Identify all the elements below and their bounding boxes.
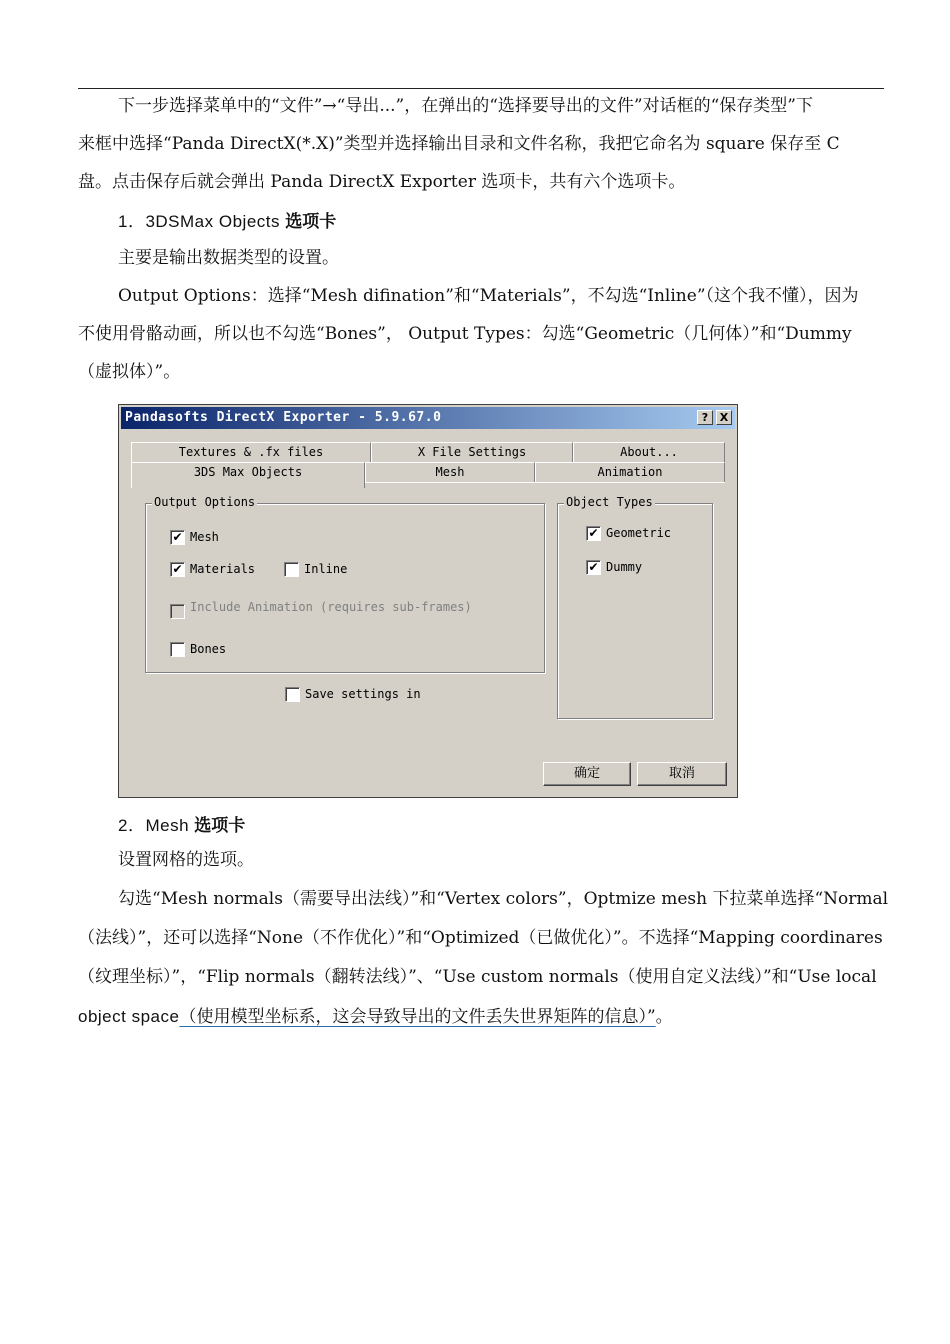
- tab-about[interactable]: About...: [573, 442, 725, 462]
- tab-mesh[interactable]: Mesh: [365, 462, 535, 482]
- materials-label: Materials: [190, 562, 256, 576]
- heading-bold: 选项卡: [285, 212, 337, 232]
- inline-label: Inline: [304, 562, 348, 576]
- text-line: 下一步选择菜单中的“文件”→“导出...”，在弹出的“选择要导出的文件”对话框的“保存类型”下: [118, 96, 813, 116]
- section-desc-mesh: 设置网格的选项。: [118, 850, 254, 870]
- help-button[interactable]: ?: [697, 410, 713, 425]
- dialog-titlebar: [121, 407, 735, 429]
- save-settings-label: Save settings in: [305, 687, 421, 701]
- object-types-group: [557, 495, 713, 719]
- text-line: 来框中选择“Panda DirectX(*.X)”类型并选择输出目录和文件名称，我把它命名为 square 保存至 C: [78, 134, 840, 154]
- text-line: 盘。点击保存后就会弹出 Panda DirectX Exporter 选项卡，共有六个选项卡。: [78, 172, 686, 192]
- dummy-label: Dummy: [606, 560, 643, 574]
- exporter-dialog: [118, 404, 738, 798]
- section-desc-3dsmax: 主要是输出数据类型的设置。: [118, 248, 339, 268]
- paragraph-output-options: [78, 277, 884, 391]
- tab-textures-fx[interactable]: Textures & .fx files: [131, 442, 371, 462]
- include-animation-label: Include Animation (requires sub-frames): [190, 600, 472, 614]
- heading-bold: 选项卡: [194, 816, 246, 836]
- mesh-label: Mesh: [190, 530, 219, 544]
- cancel-button[interactable]: 取消: [637, 762, 727, 786]
- text-line: （虚拟体）”。: [78, 362, 181, 382]
- underlined-note: （使用模型坐标系，这会导致导出的文件丢失世界矩阵的信息）”: [179, 1007, 656, 1027]
- text-plain: object space: [78, 1007, 180, 1026]
- object-types-legend: Object Types: [566, 495, 653, 509]
- dummy-checkbox[interactable]: ✔: [586, 560, 601, 575]
- output-options-group: [145, 495, 545, 673]
- ok-button[interactable]: 确定: [543, 762, 631, 786]
- tab-panel-edge: [365, 482, 725, 483]
- section-heading-3dsmax: [78, 203, 884, 241]
- text-line: [78, 997, 884, 1037]
- inline-checkbox[interactable]: [284, 562, 299, 577]
- materials-checkbox[interactable]: ✔: [170, 562, 185, 577]
- include-animation-checkbox: [170, 604, 185, 619]
- output-options-legend: Output Options: [154, 495, 256, 509]
- geometric-label: Geometric: [606, 526, 672, 540]
- heading-number: 1．3DSMax Objects: [118, 212, 286, 231]
- paragraph-intro: [78, 87, 884, 201]
- paragraph-mesh-options: [78, 880, 889, 1037]
- mesh-checkbox[interactable]: ✔: [170, 530, 185, 545]
- save-settings-checkbox[interactable]: [285, 687, 300, 702]
- text-line: （法线）”，还可以选择“None（不作优化）”和“Optimized（已做优化）”。不选择“Mapping coordinares: [78, 928, 883, 948]
- text-end: 。: [655, 1007, 673, 1027]
- dialog-title: Pandasofts DirectX Exporter - 5.9.67.0: [125, 410, 442, 425]
- tab-3ds-max-objects[interactable]: 3DS Max Objects: [131, 462, 365, 488]
- heading-number: 2．Mesh: [118, 816, 195, 835]
- tab-x-file-settings[interactable]: X File Settings: [371, 442, 573, 462]
- text-line: 勾选“Mesh normals（需要导出法线）”和“Vertex colors”，Optmize mesh 下拉菜单选择“Normal: [118, 889, 889, 909]
- text-line: （纹理坐标）”，“Flip normals（翻转法线）”、“Use custom normals（使用自定义法线）”和“Use local: [78, 967, 877, 987]
- geometric-checkbox[interactable]: ✔: [586, 526, 601, 541]
- tab-animation[interactable]: Animation: [535, 462, 725, 482]
- close-button[interactable]: X: [716, 410, 732, 425]
- text-line: Output Options：选择“Mesh difination”和“Materials”，不勾选“Inline”（这个我不懂），因为: [118, 286, 859, 306]
- text-line: 不使用骨骼动画，所以也不勾选“Bones”， Output Types：勾选“Geometric（几何体）”和“Dummy: [78, 324, 852, 344]
- bones-label: Bones: [190, 642, 227, 656]
- section-heading-mesh: [78, 807, 884, 845]
- bones-checkbox[interactable]: [170, 642, 185, 657]
